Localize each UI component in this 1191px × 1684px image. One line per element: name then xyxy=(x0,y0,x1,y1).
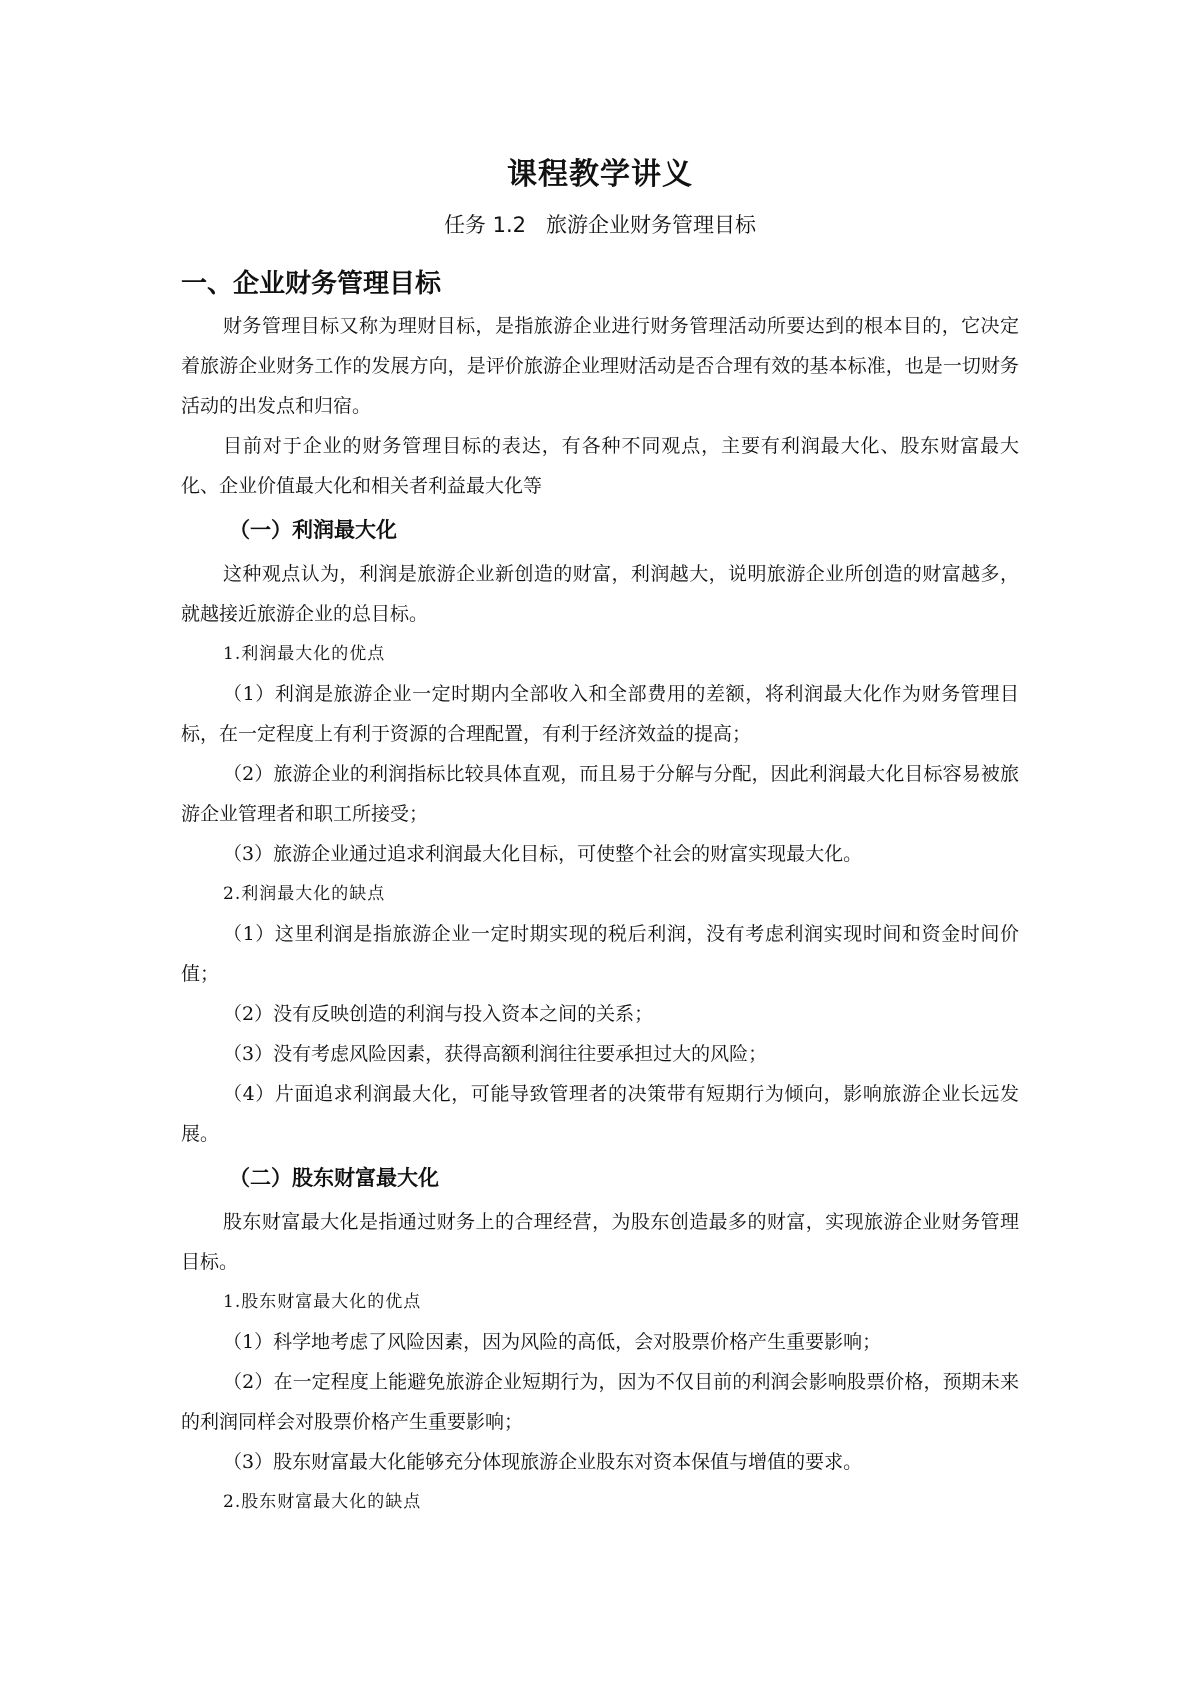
paragraph-profit-intro: 这种观点认为，利润是旅游企业新创造的财富，利润越大，说明旅游企业所创造的财富越多，就越接近旅游企业的总目标。 xyxy=(181,563,1019,625)
list-item-profit-con-1: （1）这里利润是指旅游企业一定时期实现的税后利润，没有考虑利润实现时间和资金时间价值； xyxy=(181,923,1019,985)
paragraph-viewpoints: 目前对于企业的财务管理目标的表达，有各种不同观点，主要有利润最大化、股东财富最大化、企业价值最大化和相关者利益最大化等 xyxy=(181,435,1019,497)
subsection-heading-profit-max: （一）利润最大化 xyxy=(229,518,397,542)
list-item-profit-con-4: （4）片面追求利润最大化，可能导致管理者的决策带有短期行为倾向，影响旅游企业长远发展。 xyxy=(181,1083,1019,1145)
paragraph-shareholder-intro: 股东财富最大化是指通过财务上的合理经营，为股东创造最多的财富，实现旅游企业财务管理目标。 xyxy=(181,1211,1019,1273)
document-subtitle: 任务 1.2 旅游企业财务管理目标 xyxy=(443,213,757,237)
list-item-profit-pro-3: （3）旅游企业通过追求利润最大化目标，可使整个社会的财富实现最大化。 xyxy=(223,843,863,865)
list-item-shareholder-pro-2: （2）在一定程度上能避免旅游企业短期行为，因为不仅目前的利润会影响股票价格，预期未来的利润同样会对股票价格产生重要影响； xyxy=(181,1371,1019,1433)
list-item-profit-con-3: （3）没有考虑风险因素，获得高额利润往往要承担过大的风险； xyxy=(223,1043,768,1065)
list-item-profit-pro-1: （1）利润是旅游企业一定时期内全部收入和全部费用的差额，将利润最大化作为财务管理目标，在一定程度上有利于资源的合理配置，有利于经济效益的提高； xyxy=(181,683,1019,745)
list-item-shareholder-pro-1: （1）科学地考虑了风险因素，因为风险的高低，会对股票价格产生重要影响； xyxy=(223,1331,882,1353)
heading-shareholder-cons: 2.股东财富最大化的缺点 xyxy=(223,1492,422,1512)
list-item-shareholder-pro-3: （3）股东财富最大化能够充分体现旅游企业股东对资本保值与增值的要求。 xyxy=(223,1451,863,1473)
subsection-heading-shareholder-max: （二）股东财富最大化 xyxy=(229,1166,439,1190)
list-item-profit-con-2: （2）没有反映创造的利润与投入资本之间的关系； xyxy=(223,1003,654,1025)
document-body xyxy=(181,150,1019,1522)
heading-profit-pros: 1.利润最大化的优点 xyxy=(223,644,386,664)
section-heading-financial-goals: 一、企业财务管理目标 xyxy=(181,269,442,299)
list-item-profit-pro-2: （2）旅游企业的利润指标比较具体直观，而且易于分解与分配，因此利润最大化目标容易被旅游企业管理者和职工所接受； xyxy=(181,763,1019,825)
heading-shareholder-pros: 1.股东财富最大化的优点 xyxy=(223,1292,422,1312)
document-title: 课程教学讲义 xyxy=(507,157,693,192)
heading-profit-cons: 2.利润最大化的缺点 xyxy=(223,884,386,904)
paragraph-definition: 财务管理目标又称为理财目标，是指旅游企业进行财务管理活动所要达到的根本目的，它决定着旅游企业财务工作的发展方向，是评价旅游企业理财活动是否合理有效的基本标准，也是一切财务活动的出发点和归宿。 xyxy=(181,315,1019,417)
